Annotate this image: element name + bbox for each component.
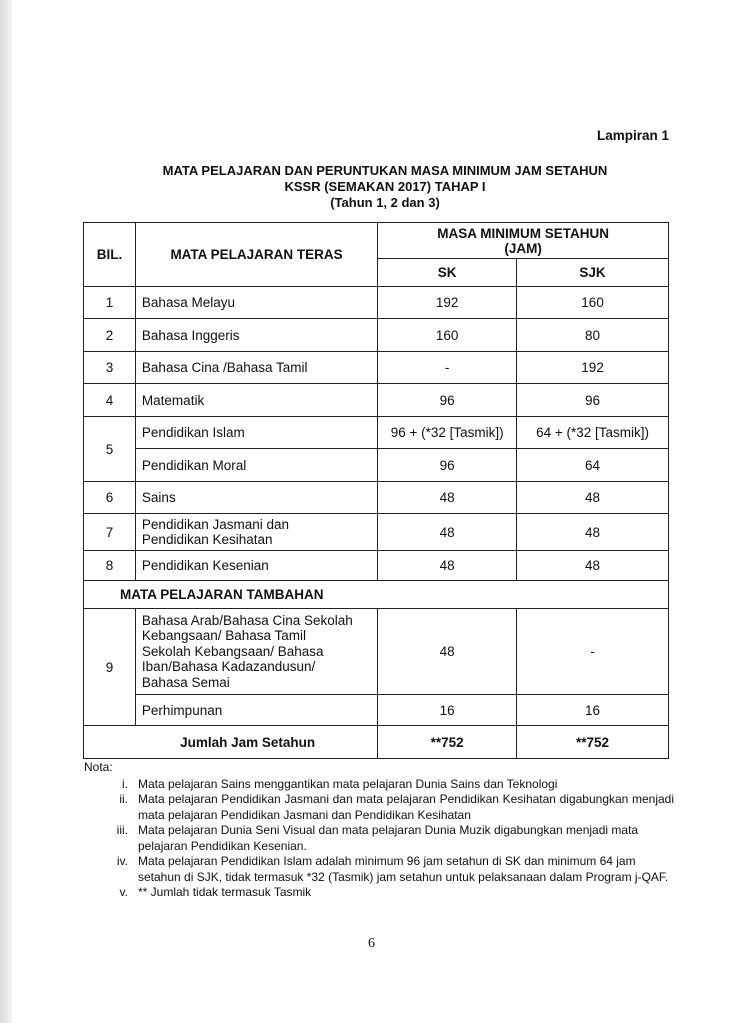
additional-subjects-header: MATA PELAJARAN TAMBAHAN [84, 581, 669, 609]
table-row [84, 609, 669, 695]
table-row [84, 287, 669, 319]
row-bil: 9 [84, 609, 136, 726]
note-text: Mata pelajaran Sains menggantikan mata pelajaran Dunia Sains dan Teknologi [138, 776, 558, 791]
note-text: Mata pelajaran Dunia Seni Visual dan mata pelajaran Dunia Muzik digabungkan menjadi mata pelajaran Pendidikan Kesenian. [138, 823, 639, 853]
row-sjk: 48 [517, 482, 669, 514]
row-subject-line-2: Pendidikan Kesihatan [141, 532, 273, 547]
row-subject: Pendidikan Islam [135, 417, 377, 449]
row-subject: Pendidikan Moral [135, 449, 377, 482]
row-subject-line-1: Bahasa Arab/Bahasa Cina Sekolah [141, 612, 353, 628]
row-sk: 48 [378, 482, 517, 514]
note-number: i. [122, 776, 128, 791]
row-subject: Perhimpunan [135, 695, 377, 726]
table-header-row [84, 223, 669, 259]
row-sk: 160 [378, 319, 517, 352]
row-subject: Pendidikan Kesenian [135, 551, 377, 581]
page-number: 6 [368, 936, 375, 951]
row-bil: 4 [84, 384, 136, 417]
note-number: ii. [119, 792, 128, 806]
row-subject-line-1: Pendidikan Jasmani dan [141, 517, 290, 532]
row-bil: 5 [84, 417, 136, 482]
row-subject: Bahasa Inggeris [135, 319, 377, 352]
table-row [84, 695, 669, 726]
table-row [84, 514, 669, 551]
table-row [84, 551, 669, 581]
row-sjk: 48 [517, 514, 669, 551]
header-sk: SK [378, 259, 517, 287]
row-bil: 7 [84, 514, 136, 551]
row-subject-line-3: Sekolah Kebangsaan/ Bahasa [141, 643, 324, 659]
row-sjk: - [517, 609, 669, 695]
note-text: ** Jumlah tidak termasuk Tasmik [138, 885, 312, 899]
total-sjk: **752 [517, 726, 669, 759]
document-title-line-3: (Tahun 1, 2 dan 3) [330, 195, 440, 210]
row-sk: 48 [378, 514, 517, 551]
row-sk: 48 [378, 551, 517, 581]
row-sk: 48 [378, 609, 517, 695]
table-row [84, 319, 669, 352]
row-sjk: 64 [517, 449, 669, 482]
row-sjk: 16 [517, 695, 669, 726]
note-number: iv. [116, 854, 128, 868]
row-sjk: 160 [517, 287, 669, 319]
row-subject-line-5: Bahasa Semai [141, 674, 230, 690]
row-subject-line-4: Iban/Bahasa Kadazandusun/ [141, 659, 316, 675]
row-subject: Bahasa Cina /Bahasa Tamil [135, 352, 377, 384]
header-bil: BIL. [84, 223, 136, 287]
document-title-line-1: MATA PELAJARAN DAN PERUNTUKAN MASA MINIMUM JAM SETAHUN [162, 163, 608, 178]
row-bil: 2 [84, 319, 136, 352]
row-bil: 1 [84, 287, 136, 319]
row-subject [135, 609, 377, 695]
header-subject: MATA PELAJARAN TERAS [135, 223, 377, 287]
row-sk: 16 [378, 695, 517, 726]
additional-subjects-header-row [84, 581, 669, 609]
header-sjk: SJK [517, 259, 669, 287]
notes-label: Nota: [84, 760, 113, 774]
table-row [84, 449, 669, 482]
row-sjk: 192 [517, 352, 669, 384]
table-row [84, 352, 669, 384]
total-label: Jumlah Jam Setahun [84, 726, 378, 759]
scan-edge-shadow [0, 0, 12, 1023]
row-sjk: 64 + (*32 [Tasmik]) [517, 417, 669, 449]
notes-section [84, 760, 674, 901]
table-row [84, 482, 669, 514]
row-sk: - [378, 352, 517, 384]
row-subject: Matematik [135, 384, 377, 417]
header-masa [378, 223, 669, 259]
note-number: v. [119, 885, 128, 899]
row-sjk: 80 [517, 319, 669, 352]
note-item [84, 823, 674, 854]
header-masa-line-2: (JAM) [504, 240, 542, 256]
note-item [84, 777, 674, 793]
row-sk: 96 [378, 384, 517, 417]
note-item [84, 885, 674, 901]
note-item [84, 854, 674, 885]
total-sk: **752 [378, 726, 517, 759]
header-masa-line-1: MASA MINIMUM SETAHUN [437, 225, 609, 241]
document-title-line-2: KSSR (SEMAKAN 2017) TAHAP I [284, 179, 486, 194]
row-subject [135, 514, 377, 551]
table-row [84, 417, 669, 449]
row-bil: 3 [84, 352, 136, 384]
subject-hours-table [83, 222, 669, 759]
note-number: iii. [116, 823, 128, 837]
appendix-label: Lampiran 1 [596, 128, 669, 143]
row-bil: 8 [84, 551, 136, 581]
note-text: Mata pelajaran Pendidikan Islam adalah minimum 96 jam setahun di SK dan minimum 64 jam setahun di SJK, tidak termasuk *32 (Tasmik) jam setahun untuk pelaksanaan dalam Program j-QAF. [138, 854, 669, 884]
row-sjk: 48 [517, 551, 669, 581]
total-row [84, 726, 669, 759]
row-sjk: 96 [517, 384, 669, 417]
note-text: Mata pelajaran Pendidikan Jasmani dan mata pelajaran Pendidikan Kesihatan digabungkan menjadi mata pelajaran Pendidikan Jasmani dan Pendidikan Kesihatan [138, 792, 674, 822]
row-subject-line-2: Kebangsaan/ Bahasa Tamil [141, 628, 307, 644]
row-sk: 192 [378, 287, 517, 319]
row-subject: Sains [135, 482, 377, 514]
row-subject: Bahasa Melayu [135, 287, 377, 319]
row-bil: 6 [84, 482, 136, 514]
table-row [84, 384, 669, 417]
row-sk: 96 + (*32 [Tasmik]) [378, 417, 517, 449]
note-item [84, 792, 674, 823]
row-sk: 96 [378, 449, 517, 482]
